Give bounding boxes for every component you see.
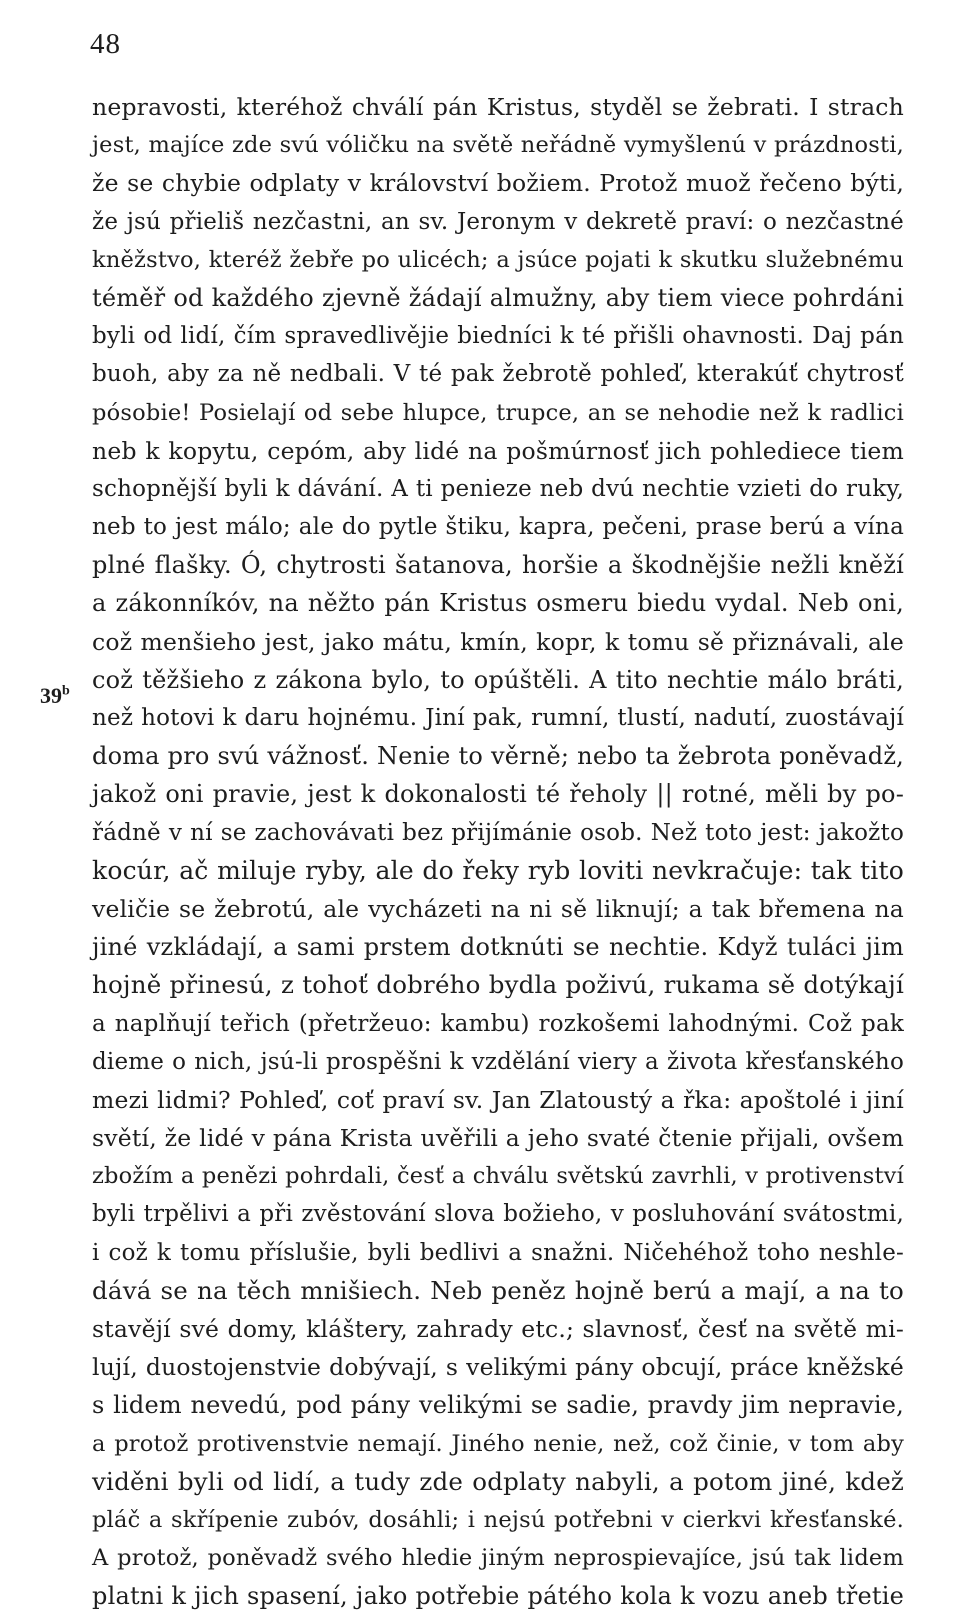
text-line: zbožím a penězi pohrdali, česť a chválu světskú zavrhli, v protivenství: [92, 1163, 904, 1190]
margin-reference: [40, 683, 70, 709]
text-line: plné flašky. Ó, chytrosti šatanova, horšie a škodnějšie nežli kněží: [92, 551, 904, 580]
text-line: stavějí své domy, kláštery, zahrady etc.; slavnosť, česť na světě mi-: [92, 1315, 904, 1343]
text-line: doma pro svú vážnosť. Nenie to věrně; nebo ta žebrota poněvadž,: [92, 742, 904, 771]
text-line: že se chybie odplaty v království božiem. Protož muož řečeno býti,: [92, 169, 904, 198]
text-line: viděni byli od lidí, a tudy zde odplaty nabyli, a potom jiné, kdež: [92, 1466, 904, 1496]
text-line: jakož oni pravie, jest k dokonalosti té řeholy || rotné, měli by po-: [92, 780, 904, 809]
text-line: byli od lidí, čím spravedlivějie biedníci k té přišli ohavnosti. Daj pán: [92, 323, 904, 350]
text-line: hojně přinesú, z tohoť dobrého bydla poživú, rukama sě dotýkají: [92, 970, 904, 1000]
text-line: dieme o nich, jsú-li prospěšni k vzdělání viery a života křesťanského: [92, 1048, 904, 1075]
text-line: že jsú přieliš nezčastni, an sv. Jeronym v dekretě praví: o nezčastné: [92, 208, 904, 235]
text-line: A protož, poněvadž svého hledie jiným neprospievajíce, jsú tak lidem: [92, 1545, 904, 1572]
text-line: pláč a skřípenie zubóv, dosáhli; i nejsú potřebni v cierkvi křesťanské.: [92, 1506, 904, 1533]
text-line: jiné vzkládají, a sami prstem dotknúti se nechtie. Když tuláci jim: [92, 933, 904, 962]
text-line: což menšieho jest, jako mátu, kmín, kopr, k tomu sě přiznávali, ale: [92, 627, 904, 656]
margin-reference-sup: b: [62, 683, 70, 699]
text-line: platni k jich spasení, jako potřebie pátého kola k vozu aneb třetie: [92, 1582, 904, 1611]
text-line: i což k tomu příslušie, byli bedlivi a snažni. Ničehéhož toho neshle-: [92, 1239, 904, 1266]
text-line: mezi lidmi? Pohleď, coť praví sv. Jan Zlatoustý a řka: apoštolé i jiní: [92, 1085, 904, 1114]
body-text: [92, 88, 904, 1616]
text-line: a naplňují teřich (přetržeuo: kambu) rozkošemi lahodnými. Což pak: [92, 1010, 904, 1037]
page-number: 48: [90, 28, 121, 60]
text-line: kocúr, ač miluje ryby, ale do řeky ryb loviti nevkračuje: tak tito: [92, 855, 904, 885]
text-line: s lidem nevedú, pod pány velikými se sadie, pravdy jim nepravie,: [92, 1391, 904, 1420]
text-line: jest, majíce zde svú vóličku na světě neřádně vymyšlenú v prázdnosti,: [92, 132, 904, 159]
text-line: než hotovi k daru hojnému. Jiní pak, rumní, tlustí, nadutí, zuostávají: [92, 705, 904, 731]
text-line: neb to jest málo; ale do pytle štiku, kapra, pečeni, prase berú a vína: [92, 514, 904, 541]
text-line: neb k kopytu, cepóm, aby lidé na pošmúrnosť jich pohlediece tiem: [92, 436, 904, 465]
text-line: buoh, aby za ně nedbali. V té pak žebrotě pohleď, kterakúť chytrosť: [92, 361, 904, 388]
text-line: kněžstvo, kteréž žebře po ulicéch; a jsúce pojati k skutku služebnému: [92, 246, 904, 273]
text-line: světí, že lidé v pána Krista uvěřili a jeho svaté čtenie přijali, ovšem: [92, 1124, 904, 1153]
text-line: schopnější byli k dávání. A ti penieze neb dvú nechtie vzieti do ruky,: [92, 475, 904, 502]
text-line: řádně v ní se zachovávati bez přijímánie osob. Než toto jest: jakožto: [92, 819, 904, 846]
margin-reference-number: 39: [40, 683, 62, 708]
text-line: dává se na těch mnišiech. Neb peněz hojně berú a mají, a na to: [92, 1275, 904, 1305]
text-line: veličie se žebrotú, ale vycházeti na ni sě liknují; a tak břemena na: [92, 894, 904, 923]
text-line: a protož protivenstvie nemají. Jiného nenie, než, což činie, v tom aby: [92, 1430, 904, 1457]
text-line: pósobie! Posielají od sebe hlupce, trupce, an se nehodie než k radlici: [92, 399, 904, 426]
text-line: a zákonníkóv, na něžto pán Kristus osmeru biedu vydal. Neb oni,: [92, 589, 904, 618]
text-line: téměř od každého zjevně žádají almužny, aby tiem viece pohrdáni: [92, 283, 904, 312]
text-line: lují, duostojenstvie dobývají, s velikými pány obcují, práce kněžské: [92, 1353, 904, 1382]
text-line: což těžšieho z zákona bylo, to opúštěli. A tito nechtie málo bráti,: [92, 665, 904, 694]
text-line: byli trpělivi a při zvěstování slova božieho, v posluhování svátostmi,: [92, 1201, 904, 1228]
text-line: nepravosti, kteréhož chválí pán Kristus, styděl se žebrati. I strach: [92, 93, 904, 121]
